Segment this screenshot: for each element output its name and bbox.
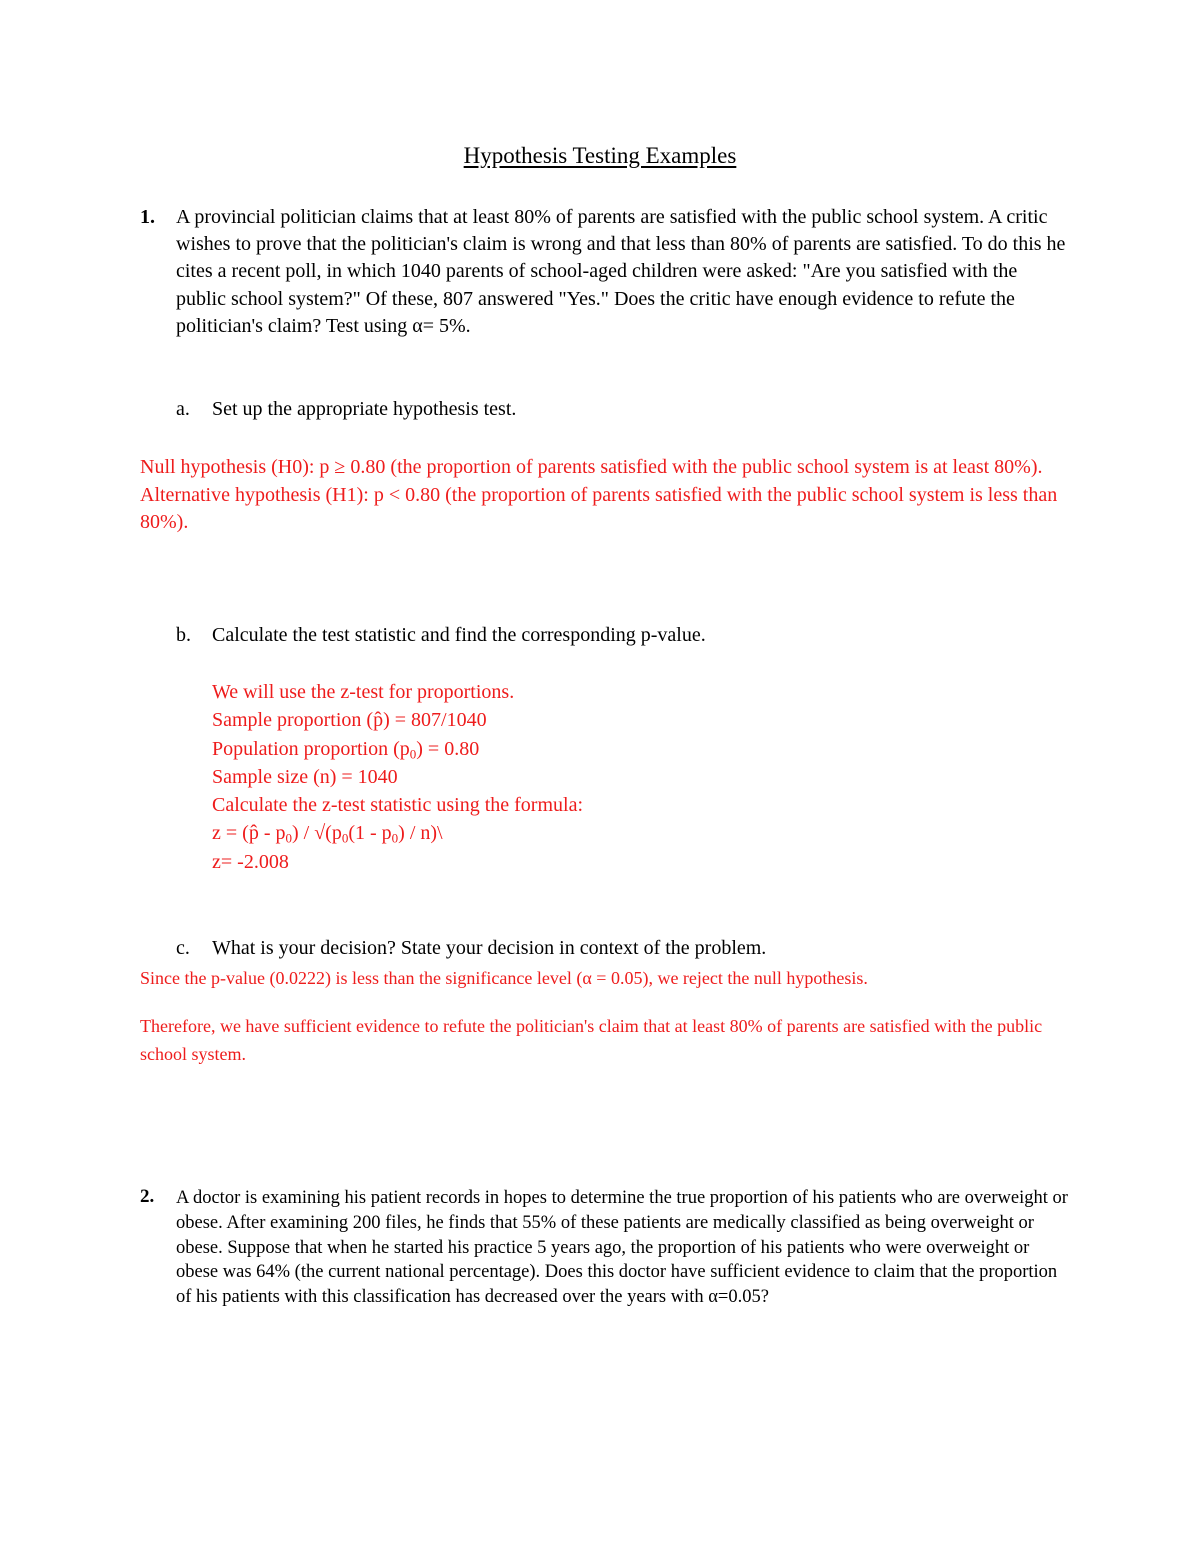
formula-intro-line: Calculate the z-test statistic using the formula: bbox=[212, 794, 584, 817]
question-1-text: A provincial politician claims that at least 80% of parents are satisfied with the public school system. A critic wishes to prove that the politician's claim is wrong and that less than 80% of parents are satisfied. To do this he cites a recent poll, in which 1040 parents of school-aged children were asked: "Are you satisfied with the public school system?" Of these, 807 answered "Yes." Does the critic have enough evidence to refute the politician's claim? Test using α= 5%. bbox=[176, 206, 1066, 337]
part-b-question: Calculate the test statistic and find the corresponding p-value. bbox=[212, 624, 706, 646]
part-a-question: Set up the appropriate hypothesis test. bbox=[212, 398, 517, 420]
question-1-number: 1. bbox=[140, 206, 155, 228]
population-proportion-line: Population proportion $(p_0) = 0.80$ bbox=[212, 737, 480, 761]
part-c-answer bbox=[140, 964, 1070, 1068]
conclusion-text: Therefore, we have sufficient evidence to refute the politician's claim that at least 80% of parents are satisfied with the public school system. bbox=[140, 1016, 1043, 1064]
null-hypothesis: Null hypothesis (H0): p ≥ 0.80 (the proportion of parents satisfied with the public school system is at least 80%). bbox=[140, 456, 1043, 478]
part-a-letter: a. bbox=[176, 398, 190, 420]
part-b-answer bbox=[212, 678, 1012, 876]
z-result: z= -2.008 bbox=[212, 850, 289, 873]
sample-size-line: Sample size (n) = 1040 bbox=[212, 765, 398, 788]
decision-text: Since the p-value (0.0222) is less than the significance level (α = 0.05), we reject the null hypothesis. bbox=[140, 968, 868, 988]
alternative-hypothesis: Alternative hypothesis (H1): p < 0.80 (the proportion of parents satisfied with the public school system is less than 80%). bbox=[140, 483, 1058, 533]
sample-proportion-line: Sample proportion (p̂) = 807/1040 bbox=[212, 709, 487, 732]
z-formula: z = (p̂ - $p_0) / √(p_0(1 - p_0)$ / n)\ bbox=[212, 822, 443, 846]
part-c-letter: c. bbox=[176, 937, 190, 959]
method-line: We will use the z-test for proportions. bbox=[212, 681, 515, 703]
part-b-letter: b. bbox=[176, 624, 191, 646]
question-2-text: A doctor is examining his patient records in hopes to determine the true proportion of his patients who are overweight or obese. After examining 200 files, he finds that 55% of these patients are medically classified as being overweight or obese. Suppose that when he started his practice 5 years ago, the proportion of his patients who were overweight or obese was 64% (the current national percentage). Does this doctor have sufficient evidence to claim that the proportion of his patients with this classification has decreased over the years with α=0.05? bbox=[176, 1188, 1068, 1308]
page-title: Hypothesis Testing Examples bbox=[463, 143, 737, 168]
part-c-question: What is your decision? State your decision in context of the problem. bbox=[212, 937, 767, 959]
question-2-number: 2. bbox=[140, 1186, 155, 1207]
part-a-answer bbox=[140, 454, 1070, 537]
